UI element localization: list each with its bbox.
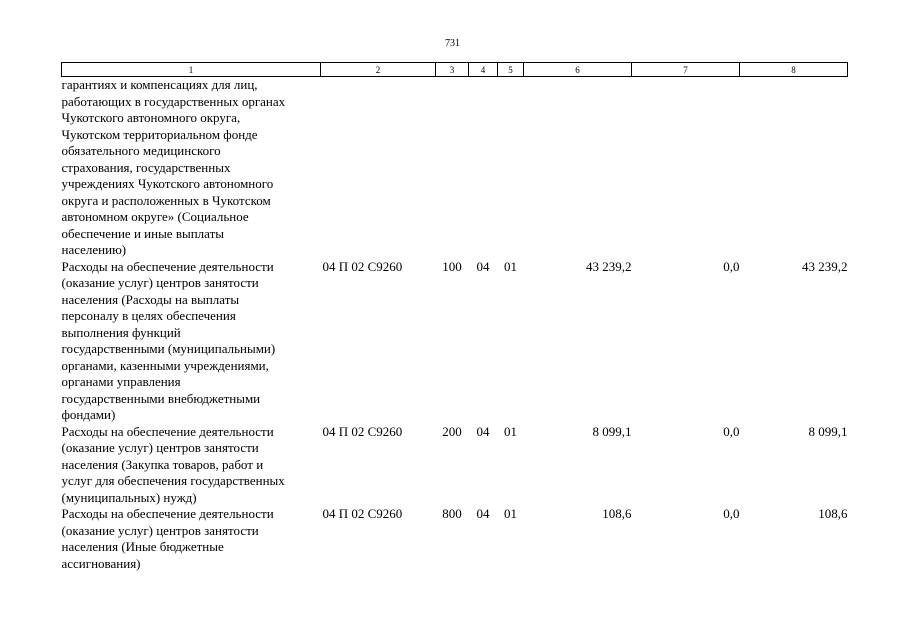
- table-row: [62, 259, 848, 424]
- row-sum-3: 8 099,1: [808, 423, 848, 439]
- row-rz: [469, 77, 498, 259]
- row-vr: 200: [442, 423, 462, 439]
- row-name: гарантиях и компенсациях для лиц, работающих в государственных органах Чукотского автономного округа, Чукотском территориальном фонде обязательного медицинского страхования, государственных учреждениях Чукотского автономного округа и расположенных в Чукотском автономном округе» (Социальное обеспечение и иные выплаты населению): [61, 77, 286, 257]
- header-col-2: 2: [321, 63, 436, 77]
- row-sum-1: 108,6: [602, 506, 632, 521]
- header-col-1: 1: [62, 63, 321, 77]
- budget-table: [61, 62, 848, 572]
- header-col-6: 6: [524, 63, 632, 77]
- row-sum-2: 0,0: [723, 423, 740, 439]
- row-rz: 04: [476, 423, 490, 439]
- row-vr: [436, 77, 469, 259]
- row-sum-1: 43 239,2: [586, 258, 632, 274]
- row-rz: 04: [476, 258, 490, 274]
- row-sum-3: 43 239,2: [802, 258, 848, 274]
- row-name: Расходы на обеспечение деятельности (оказание услуг) центров занятости населения (Иные бюджетные ассигнования): [61, 506, 274, 571]
- header-row: [62, 63, 848, 77]
- row-name: Расходы на обеспечение деятельности (оказание услуг) центров занятости населения (Расходы на выплаты персоналу в целях обеспечения выполнения функций государственными (муниципальными) органами, казенными учреждениями, органами управления государственными внебюджетными фондами): [61, 258, 276, 422]
- row-code: 04 П 02 С9260: [322, 423, 403, 439]
- row-sum-2: 0,0: [723, 258, 740, 274]
- row-sum-3: 108,6: [818, 506, 848, 521]
- row-sum-2: [632, 77, 740, 259]
- table-row: [62, 77, 848, 259]
- row-pr: 01: [504, 506, 517, 521]
- row-sum-1: [524, 77, 632, 259]
- row-name: Расходы на обеспечение деятельности (оказание услуг) центров занятости населения (Закупка товаров, работ и услуг для обеспечения государственных (муниципальных) нужд): [61, 423, 285, 505]
- header-col-3: 3: [436, 63, 469, 77]
- row-vr: 800: [442, 506, 462, 521]
- row-sum-3: [740, 77, 848, 259]
- header-col-5: 5: [498, 63, 524, 77]
- header-col-7: 7: [632, 63, 740, 77]
- page-number: 731: [445, 38, 460, 49]
- table-row: [62, 506, 848, 572]
- row-sum-1: 8 099,1: [592, 423, 632, 439]
- row-pr: [498, 77, 524, 259]
- row-rz: 04: [476, 506, 490, 521]
- row-pr: 01: [504, 423, 517, 439]
- row-code: [321, 77, 436, 259]
- header-col-4: 4: [469, 63, 498, 77]
- row-pr: 01: [504, 258, 517, 274]
- header-col-8: 8: [740, 63, 848, 77]
- row-sum-2: 0,0: [723, 506, 740, 521]
- row-code: 04 П 02 С9260: [322, 258, 403, 274]
- row-vr: 100: [442, 258, 462, 274]
- table-row: [62, 424, 848, 507]
- row-code: 04 П 02 С9260: [322, 506, 403, 521]
